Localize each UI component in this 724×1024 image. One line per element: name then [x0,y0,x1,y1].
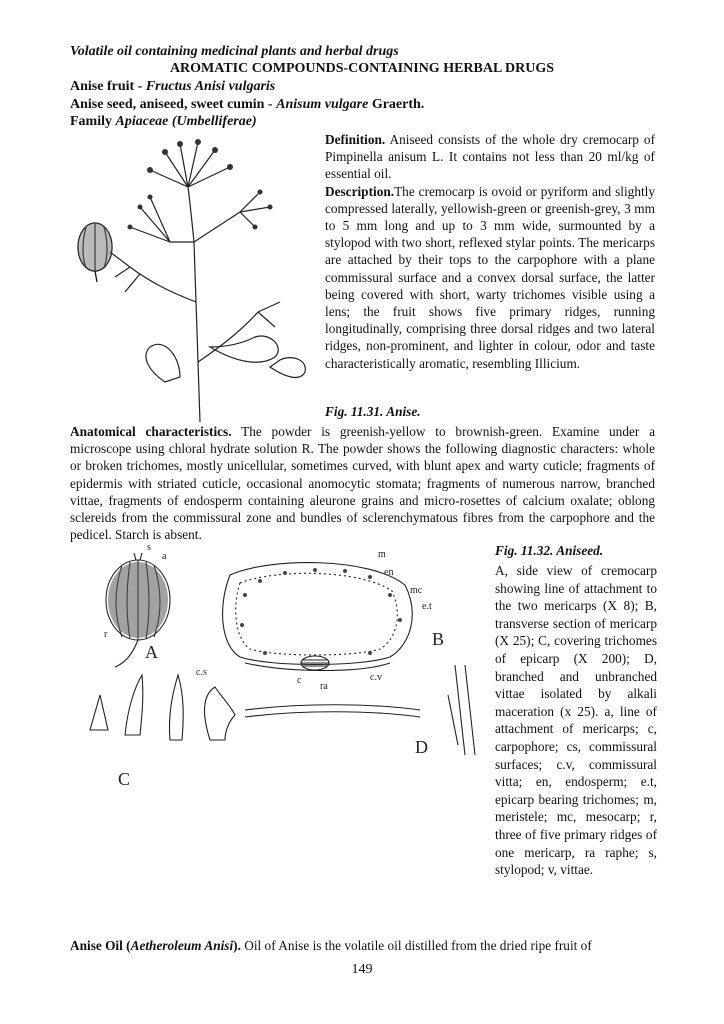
anise-oil-label-end: ). [233,938,241,953]
figure-legend-11-32: A, side view of cremocarp showing line of attachment to the two mericarps (X 8); B, transverse section of mericarp (X 25); C, covering trichomes of epicarp (X 200); D, branched and unbranched vittae isolated by alkali maceration (x 25). a, line of attachment of mericarps; c, carpophore; cs, commissural surfaces; c.v, commissural vitta; en, endosperm; e.t, epicarp bearing trichomes; m, meristele; mc, mesocarp; r, three of five primary ridges of one mericarp, ra raphe; s, stylopod; v, vittae. [495,563,657,878]
label-m: m [378,549,386,560]
heading-anise-fruit [70,79,275,95]
heading-family [70,114,257,130]
page-number: 149 [351,962,373,977]
anise-plant-illustration [70,132,315,422]
chapter-title: AROMATIC COMPOUNDS-CONTAINING HERBAL DRUGS [169,61,555,76]
label-D: D [415,737,428,757]
heading-text: Anise seed, aniseed, sweet cumin - [70,97,277,112]
label-a: a [162,551,167,562]
heading-latin: Anisum vulgare [276,97,369,112]
anise-oil-label: Anise Oil ( [70,938,131,953]
label-ra: ra [320,681,328,692]
heading-author: Graerth. [368,97,425,112]
label-A: A [145,642,158,662]
heading-latin: Fructus Anisi vulgaris [145,79,276,94]
description-body: The cremocarp is ovoid or pyriform and slightly compressed laterally, yellowish-green or greenish-grey, 3 mm to 5 mm long and up to 3 mm wide, surmounted by a stylopod with two short, reflexed stylar points. The mericarps are attached by their tops to the carpophore with a plane commissural surface and a convex dorsal surface, the latter being covered with short, warty trichomes visible using a lens; the fruit shows five primary ridges, running longitudinally, comprising three dorsal ridges and two lateral ridges, non-prominent, and lighter in colour, odor and taste characteristically aromatic, resembling Illicium. [325,183,655,371]
definition-description-text [325,131,655,372]
definition-label: Definition. [325,132,386,147]
anatomical-label: Anatomical characteristics. [70,424,232,439]
label-mc: mc [410,585,423,596]
label-s: s [147,542,151,553]
label-B: B [432,629,445,649]
description-label: Description. [325,183,395,199]
heading-text: Family [70,114,116,129]
heading-latin: Apiaceae (Umbelliferae) [115,114,257,129]
label-r: r [104,629,108,640]
figure-caption-11-32: Fig. 11.32. Aniseed. [495,543,604,558]
figure-caption-11-31: Fig. 11.31. Anise. [325,404,421,419]
running-head: Volatile oil containing medicinal plants and herbal drugs [70,44,399,59]
label-cs: c.s [196,667,207,678]
anise-oil-text [70,937,655,954]
label-cv: c.v [370,672,382,683]
label-et: e.t [422,601,432,612]
heading-anise-seed [70,97,424,113]
label-c: c [297,675,302,686]
label-en: en [384,567,394,578]
label-C: C [118,769,131,789]
definition-body: Aniseed consists of the whole dry cremocarp of Pimpinella anisum L. It contains not less than 20 ml/kg of essential oil. [325,132,655,182]
anatomical-body: The powder is greenish-yellow to brownish-green. Examine under a microscope using chloral hydrate solution R. The powder shows the following diagnostic characters: whole or broken trichomes, mostly unicellular, sometimes curved, with blunt apex and warty cuticle; fragments of epidermis with striated cuticle, occasional anomocytic stomata; fragments of numerous narrow, branched vittae, fragments of endosperm containing aleurone grains and micro-rosettes of calcium oxalate; oblong sclereids from the commissural zone and bundles of sclerenchymatous fibres from the carpophore and the pedicel. Starch is absent. [70,424,655,543]
heading-text: Anise fruit - [70,79,146,94]
aniseed-anatomy-illustration [70,542,490,795]
anise-oil-body: Oil of Anise is the volatile oil distilled from the dried ripe fruit of [240,938,592,953]
anise-oil-latin: Aetheroleum Anisi [130,938,234,953]
anatomical-characteristics-text [70,423,655,543]
